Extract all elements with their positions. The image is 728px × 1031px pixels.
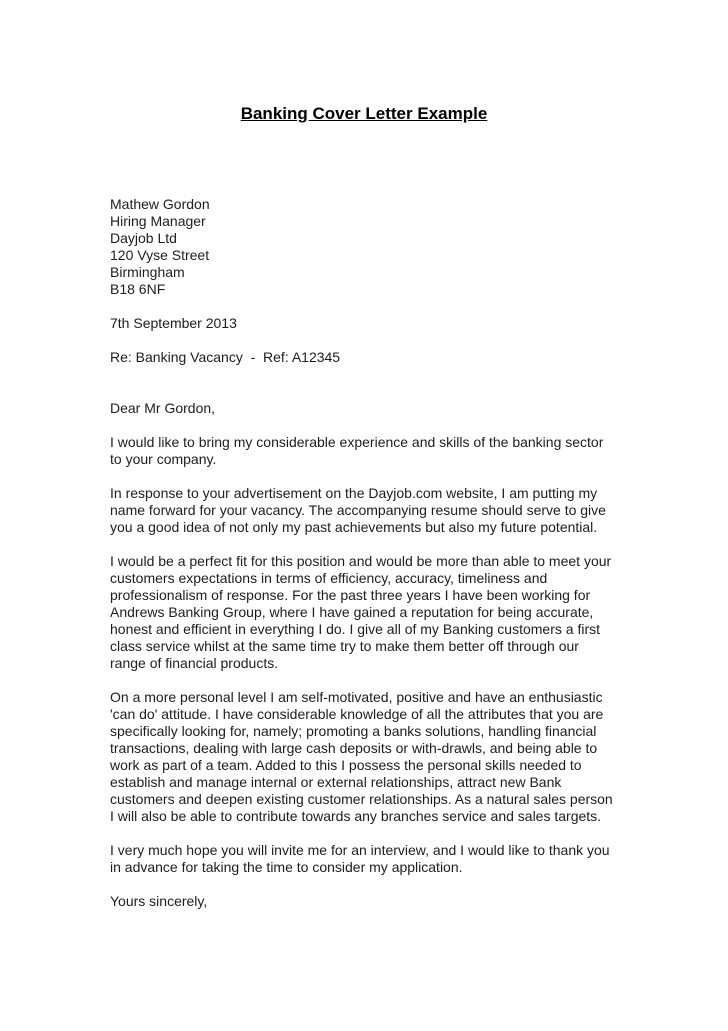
paragraph-experience: I would be a perfect fit for this position and would be more than able to meet your customers expectations in terms of efficiency, accuracy, timeliness and professionalism of response. For the past three years I have been working for Andrews Banking Group, where I have gained a reputation for being accurate, honest and efficient in everything I do. I give all of my Banking customers a first class service whilst at the same time try to make them better off through our range of financial products. xyxy=(110,553,612,671)
paragraph-personal-skills: On a more personal level I am self-motivated, positive and have an enthusiastic 'can do' attitude. I have considerable knowledge of all the attributes that you are specifically looking for, namely; promoting a banks solutions, handling financial transactions, dealing with large cash deposits or with-drawls, and being able to work as part of a team. Added to this I possess the personal skills needed to establish and manage internal or external relationships, attract new Bank customers and deepen existing customer relationships. As a natural sales person I will also be able to contribute towards any branches service and sales targets. xyxy=(110,689,613,824)
recipient-company: Dayjob Ltd xyxy=(110,230,177,246)
recipient-street: 120 Vyse Street xyxy=(110,247,210,263)
recipient-job-title: Hiring Manager xyxy=(110,213,206,229)
recipient-postcode: B18 6NF xyxy=(110,281,166,297)
recipient-address-block xyxy=(110,196,618,298)
salutation: Dear Mr Gordon, xyxy=(110,400,216,416)
paragraph-introduction: I would like to bring my considerable experience and skills of the banking sector to your company. xyxy=(110,434,604,467)
letter-date: 7th September 2013 xyxy=(110,315,237,331)
subject-line: Re: Banking Vacancy - Ref: A12345 xyxy=(110,349,341,365)
page-title: Banking Cover Letter Example xyxy=(240,104,488,123)
paragraph-interview-request: I very much hope you will invite me for an interview, and I would like to thank you in advance for taking the time to consider my application. xyxy=(110,842,610,875)
paragraph-application-reason: In response to your advertisement on the Dayjob.com website, I am putting my name forward for your vacancy. The accompanying resume should serve to give you a good idea of not only my past achievements but also my future potential. xyxy=(110,485,606,535)
closing: Yours sincerely, xyxy=(110,893,208,909)
recipient-city: Birmingham xyxy=(110,264,185,280)
recipient-name: Mathew Gordon xyxy=(110,196,210,212)
